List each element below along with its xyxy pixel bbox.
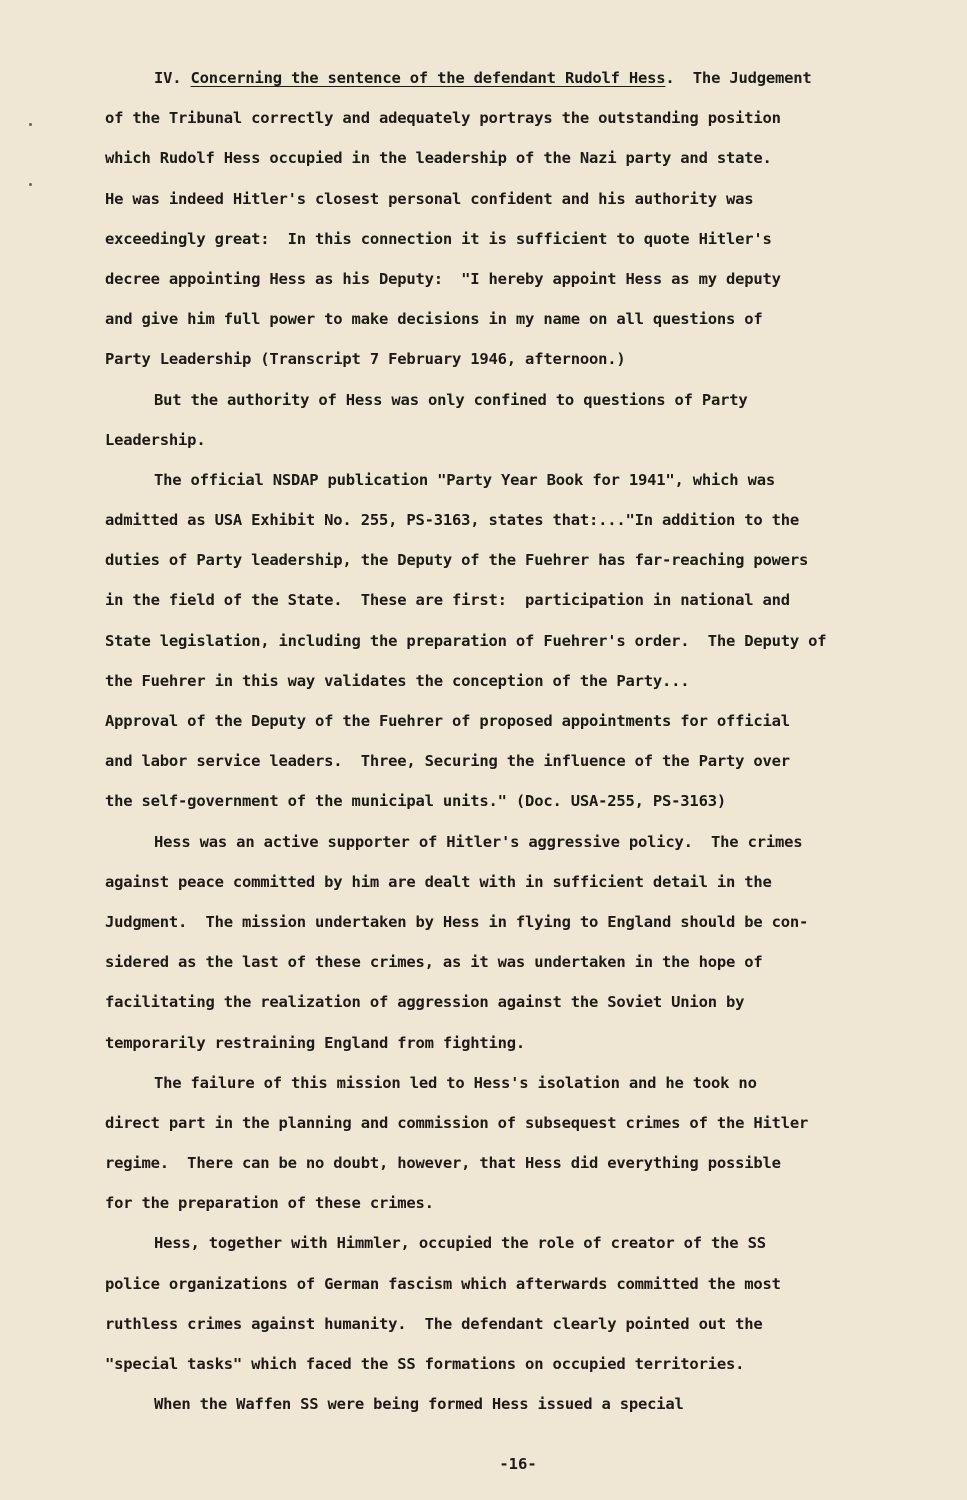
paragraph-start-line: The failure of this mission led to Hess's isolation and he took no (154, 1073, 757, 1092)
text-line: direct part in the planning and commission of subsequest crimes of the Hitler (105, 1113, 809, 1132)
document-body (105, 63, 905, 1429)
text-line: exceedingly great: In this connection it is sufficient to quote Hitler's (105, 229, 772, 248)
text-line: duties of Party leadership, the Deputy of the Fuehrer has far-reaching powers (105, 551, 809, 570)
text-line: State legislation, including the preparation of Fuehrer's order. The Deputy of (105, 631, 827, 650)
text-line: sidered as the last of these crimes, as it was undertaken in the hope of (105, 953, 763, 972)
text-line: admitted as USA Exhibit No. 255, PS-3163, states that:..."In addition to the (105, 511, 800, 530)
page-number: -16- (499, 1455, 537, 1473)
text-line: the Fuehrer in this way validates the conception of the Party... (105, 671, 690, 690)
text-line: in the field of the State. These are first: participation in national and (105, 591, 790, 610)
paragraph-start-line: The official NSDAP publication "Party Year Book for 1941", which was (154, 470, 775, 489)
paragraph-start-line: Hess was an active supporter of Hitler's aggressive policy. The crimes (154, 832, 803, 851)
section-heading-line (105, 63, 905, 103)
margin-mark (29, 183, 32, 186)
text-line: He was indeed Hitler's closest personal confident and his authority was (105, 189, 754, 208)
text-line: ruthless crimes against humanity. The defendant clearly pointed out the (105, 1314, 763, 1333)
text-line: the self-government of the municipal units." (Doc. USA-255, PS-3163) (105, 792, 726, 811)
section-number: IV. (154, 69, 182, 87)
text-line: and labor service leaders. Three, Securing the influence of the Party over (105, 752, 790, 771)
paragraph-start-line: Hess, together with Himmler, occupied the role of creator of the SS (154, 1234, 766, 1253)
text-line: "special tasks" which faced the SS formations on occupied territories. (105, 1355, 745, 1373)
text-line: decree appointing Hess as his Deputy: "I hereby appoint Hess as my deputy (105, 269, 781, 288)
text-line: of the Tribunal correctly and adequately portrays the outstanding position (105, 109, 781, 128)
section-title: Concerning the sentence of the defendant Rudolf Hess (190, 69, 666, 87)
text-line: which Rudolf Hess occupied in the leadership of the Nazi party and state. (105, 149, 772, 168)
text-line: for the preparation of these crimes. (105, 1194, 434, 1213)
paragraph-start-line: But the authority of Hess was only confined to questions of Party (154, 390, 748, 409)
text-line: Leadership. (105, 430, 206, 449)
section-heading-continuation: . The Judgement (665, 69, 812, 87)
text-line: regime. There can be no doubt, however, that Hess did everything possible (105, 1154, 781, 1173)
text-line: police organizations of German fascism which afterwards committed the most (105, 1274, 781, 1293)
text-line: against peace committed by him are dealt with in sufficient detail in the (105, 872, 772, 891)
text-line: temporarily restraining England from fighting. (105, 1033, 526, 1052)
text-line: and give him full power to make decisions in my name on all questions of (105, 310, 763, 329)
margin-mark (29, 123, 32, 126)
text-line: Judgment. The mission undertaken by Hess in flying to England should be con- (105, 912, 809, 931)
text-line: Party Leadership (Transcript 7 February 1946, afternoon.) (105, 350, 626, 369)
text-line: Approval of the Deputy of the Fuehrer of proposed appointments for official (105, 712, 790, 730)
paragraph-start-line: When the Waffen SS were being formed Hess issued a special (154, 1395, 684, 1414)
text-line: facilitating the realization of aggression against the Soviet Union by (105, 993, 745, 1012)
